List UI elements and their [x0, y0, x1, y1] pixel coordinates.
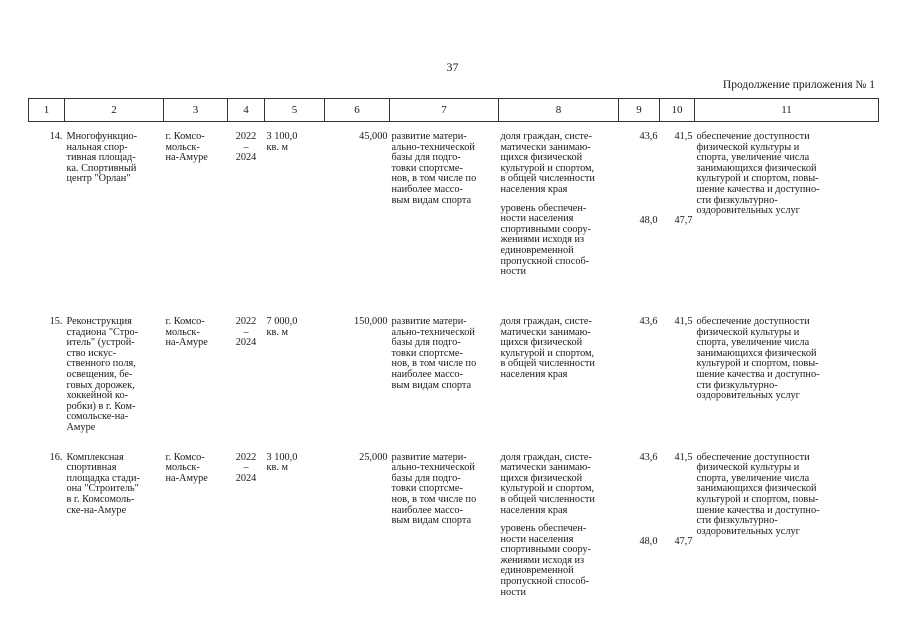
indicator-text: уровень обеспечен- ности населения спортивными соору- жениями исходя из единовременной пропускной способ- ности [500, 523, 592, 598]
row-number: 14. [49, 131, 63, 142]
indicator-value-10: 41,5 [674, 131, 693, 142]
table-header [29, 99, 879, 122]
task-description: развитие матери- ально-технической базы для подго- товки спортсме- нов, в том числе по наиболее массо- вым видам спорта [391, 451, 477, 527]
indicator-value-9: 48,0 [639, 215, 658, 226]
column-header-4: 4 [228, 99, 265, 122]
indicator-value-10: 47,7 [674, 215, 693, 226]
indicator-values-9 [619, 300, 660, 434]
object-name: Комплексная спортивная площадка стади- она "Строитель" в г. Комсомоль- ске-на-Амуре [66, 451, 140, 516]
funding-amount: 150,000 [354, 316, 388, 327]
capacity: 7 000,0 кв. м [266, 316, 298, 338]
expected-result: обеспечение доступности физической культуры и спорта, увеличение числа занимающихся физической культурой и спортом, повы- шение качества и доступно- сти физкультурно- оздоровительных услуг [696, 131, 820, 217]
object-name: Реконструкция стадиона "Стро- итель" (устрой- ство искус- ственного поля, освещения, бе- говых дорожек, хоккейной ко- робки) в г. Ком- сомольске-на- Амуре [66, 316, 139, 433]
program-table [28, 98, 879, 621]
object-name: Многофункцио- нальная спор- тивная площад- ка. Спортивный центр "Орлан" [66, 131, 138, 185]
row-number: 16. [49, 451, 63, 463]
indicator-values-10 [660, 300, 695, 434]
page-number: 37 [446, 60, 459, 74]
capacity: 3 100,0 кв. м [266, 451, 298, 474]
indicator-text: доля граждан, систе- матически занимаю- щихся физической культурой и спортом, в общей численности населения края [500, 316, 595, 380]
table-body [29, 122, 879, 621]
table-row [29, 434, 879, 621]
indicator-value-9: 43,6 [639, 316, 658, 327]
table-row [29, 122, 879, 301]
implementation-years-cell [228, 300, 265, 434]
implementation-years-cell [228, 434, 265, 621]
column-header-5: 5 [265, 99, 325, 122]
funding-amount: 25,000 [359, 451, 388, 463]
indicator-values-10 [660, 122, 695, 301]
row-number: 15. [49, 316, 63, 327]
indicator-value-10: 47,7 [674, 535, 693, 547]
column-header-10: 10 [660, 99, 695, 122]
indicator-values-9 [619, 122, 660, 301]
column-header-11: 11 [695, 99, 879, 122]
implementation-years: 2022 – 2024 [235, 131, 257, 164]
continuation-label: Продолжение приложения № 1 [722, 79, 875, 91]
expected-result: обеспечение доступности физической культуры и спорта, увеличение числа занимающихся физической культурой и спортом, повы- шение качества и доступно- сти физкультурно- оздоровительных услуг [696, 316, 820, 402]
task-description: развитие матери- ально-технической базы для подго- товки спортсме- нов, в том числе по наиболее массо- вым видам спорта [391, 316, 477, 391]
column-header-8: 8 [499, 99, 619, 122]
column-header-2: 2 [65, 99, 164, 122]
column-header-9: 9 [619, 99, 660, 122]
indicator-text: доля граждан, систе- матически занимаю- щихся физической культурой и спортом, в общей численности населения края [500, 131, 595, 195]
location: г. Комсо- мольск- на-Амуре [165, 451, 208, 484]
implementation-years: 2022 – 2024 [235, 451, 257, 484]
indicator-values-9 [619, 434, 660, 621]
indicator-value-9: 48,0 [639, 535, 658, 547]
indicator-list [499, 434, 619, 621]
expected-result: обеспечение доступности физической культуры и спорта, увеличение числа занимающихся физической культурой и спортом, повы- шение качества и доступно- сти физкультурно- оздоровительных услуг [696, 451, 820, 537]
funding-amount: 45,000 [359, 131, 388, 142]
indicator-value-10: 41,5 [674, 451, 693, 463]
location: г. Комсо- мольск- на-Амуре [165, 131, 208, 164]
indicator-value-9: 43,6 [639, 131, 658, 142]
implementation-years-cell [228, 122, 265, 301]
table-row [29, 300, 879, 434]
implementation-years: 2022 – 2024 [235, 316, 257, 349]
location: г. Комсо- мольск- на-Амуре [165, 316, 208, 349]
indicator-list [499, 122, 619, 301]
indicator-list [499, 300, 619, 434]
column-header-7: 7 [390, 99, 499, 122]
capacity: 3 100,0 кв. м [266, 131, 298, 153]
column-header-6: 6 [325, 99, 390, 122]
indicator-text: уровень обеспечен- ности населения спортивными соору- жениями исходя из единовременной пропускной способ- ности [500, 202, 592, 278]
task-description: развитие матери- ально-технической базы для подго- товки спортсме- нов, в том числе по наиболее массо- вым видам спорта [391, 131, 477, 206]
indicator-value-9: 43,6 [639, 451, 658, 463]
column-header-3: 3 [164, 99, 228, 122]
indicator-value-10: 41,5 [674, 316, 693, 327]
indicator-values-10 [660, 434, 695, 621]
column-header-1: 1 [29, 99, 65, 122]
indicator-text: доля граждан, систе- матически занимаю- щихся физической культурой и спортом, в общей численности населения края [500, 451, 595, 516]
